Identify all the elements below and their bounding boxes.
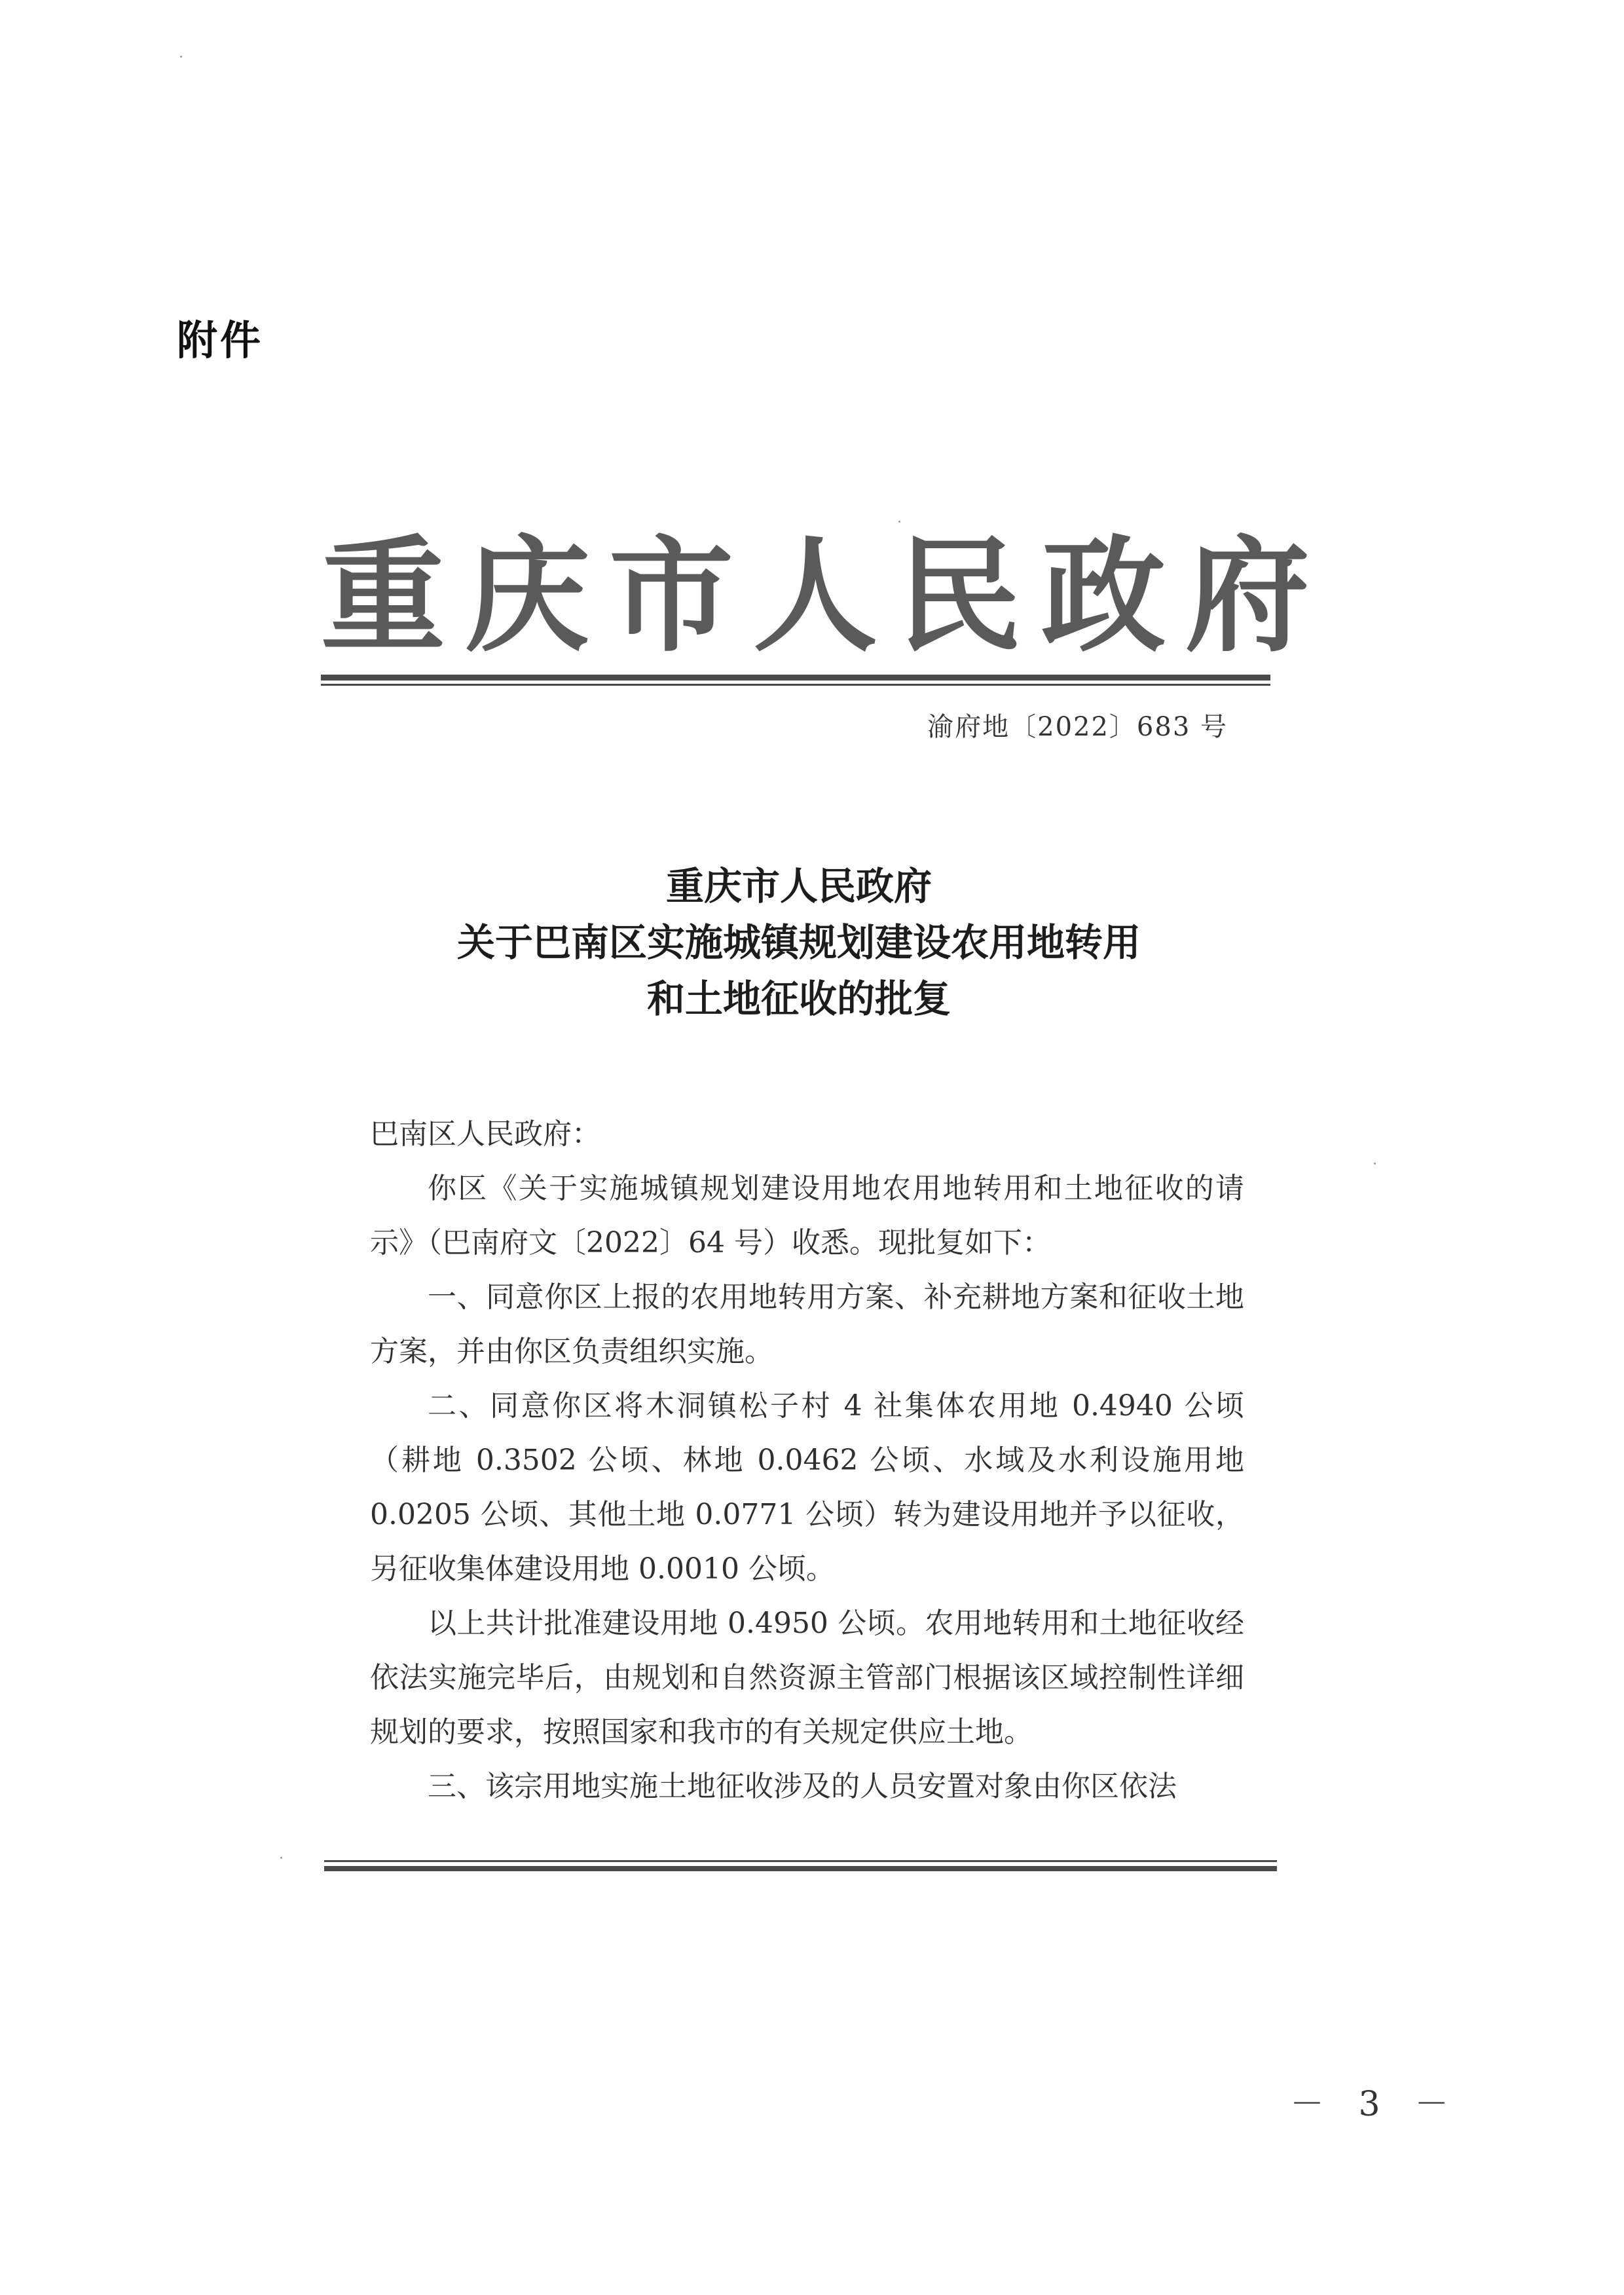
- body-paragraph: 一、同意你区上报的农用地转用方案、补充耕地方案和征收土地方案，并由你区负责组织实施。: [370, 1280, 1244, 1368]
- body-paragraph: 三、该宗用地实施土地征收涉及的人员安置对象由你区依法: [428, 1770, 1177, 1803]
- salutation: 巴南区人民政府：: [370, 1117, 600, 1151]
- footer-rule-thick: [324, 1866, 1277, 1871]
- document-body: [370, 1107, 1244, 1814]
- footer-rule-thin: [324, 1860, 1277, 1862]
- government-letterhead: 重庆市人民政府: [321, 523, 1330, 669]
- title-line-3: 和土地征收的批复: [646, 977, 951, 1021]
- title-line-2: 关于巴南区实施城镇规划建设农用地转用: [456, 920, 1141, 965]
- title-line-1: 重庆市人民政府: [665, 864, 932, 908]
- scan-speck: [898, 521, 900, 523]
- attachment-label: 附件: [177, 316, 264, 364]
- header-rule-thin: [321, 684, 1270, 686]
- document-title: [314, 858, 1283, 1027]
- body-paragraph: 你区《关于实施城镇规划建设用地农用地转用和土地征收的请示》（巴南府文〔2022〕64 号）收悉。现批复如下：: [370, 1172, 1244, 1259]
- scan-speck: [180, 56, 182, 58]
- page-number: － 3 －: [1290, 2085, 1461, 2124]
- body-paragraph: 以上共计批准建设用地 0.4950 公顷。农用地转用和土地征收经依法实施完毕后，由规划和自然资源主管部门根据该区域控制性详细规划的要求，按照国家和我市的有关规定供应土地。: [370, 1607, 1244, 1749]
- scan-speck: [1374, 1163, 1376, 1165]
- body-paragraph: 二、同意你区将木洞镇松子村 4 社集体农用地 0.4940 公顷（耕地 0.3502 公顷、林地 0.0462 公顷、水域及水利设施用地 0.0205 公顷、其他土地 0.0771 公顷）转为建设用地并予以征收，另征收集体建设用地 0.0010 公顷。: [370, 1389, 1244, 1586]
- document-number: 渝府地〔2022〕683 号: [927, 712, 1228, 742]
- scan-speck: [280, 1857, 282, 1859]
- header-rule-thick: [321, 675, 1270, 681]
